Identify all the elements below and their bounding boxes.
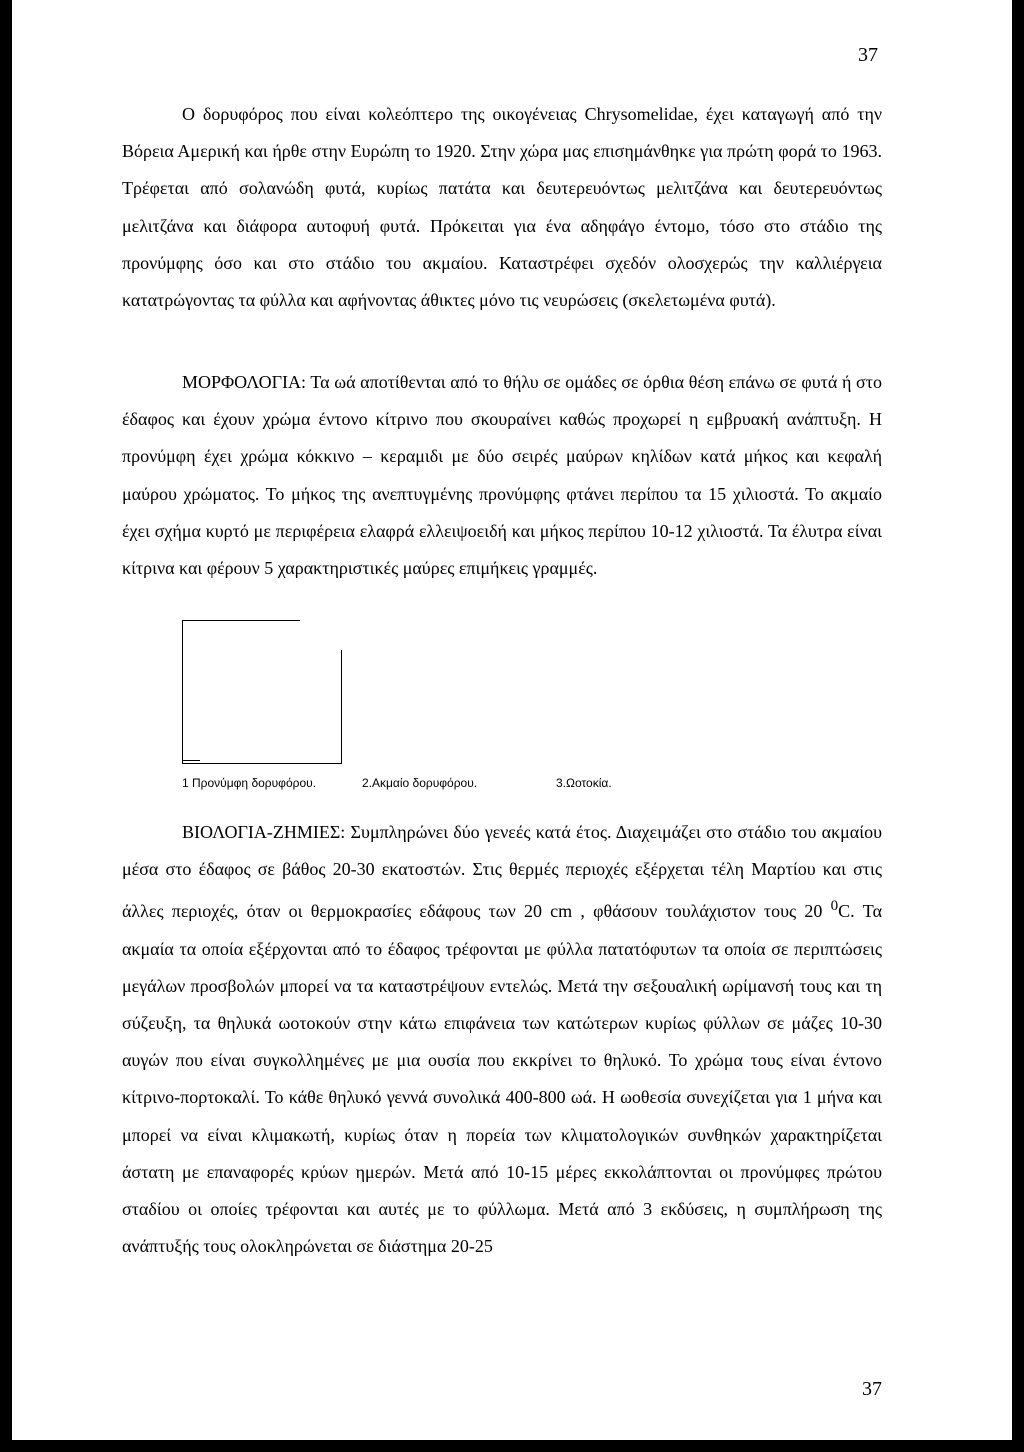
caption-adult: 2.Ακμαίο δορυφόρου. — [362, 776, 478, 790]
figure-frame — [182, 650, 342, 764]
degree-superscript: 0 — [830, 898, 839, 915]
figure-left-line — [182, 620, 183, 650]
biology-paragraph — [122, 814, 882, 1265]
biology-text-2: C. Τα ακμαία τα οποία εξέρχονται από το έδαφος τρέφονται με φύλλα πατατόφυτων τα οποία σε περιπτώσεις μεγάλων προσβολών μπορεί να τα καταστρέψουν εντελώς. Μετά την σεξουαλική ωρίμανσή τους και τη σύζευξη, τα θηλυκά ωοτοκούν στην κάτω επιφάνεια των κατώτερων κυρίως φύλλων σε μάζες 10-30 αυγών που είναι συγκολλημένες με μια ουσία που εκκρίνει το θηλυκό. Το χρώμα τους είναι έντονο κίτρινο-πορτοκαλί. Το κάθε θηλυκό γεννά συνολικά 400-800 ωά. Η ωοθεσία συνεχίζεται για 1 μήνα και μπορεί να είναι κλιμακωτή, κυρίως όταν η πορεία των κλιματολογικών συνθηκών χαρακτηρίζεται άστατη με επαναφορές κρύων ημερών. Μετά από 10-15 μέρες εκκολάπτονται οι προνύμφες πρώτου σταδίου οι οποίες τρέφονται και αυτές με το φύλλωμα. Μετά από 3 εκδύσεις, η συμπλήρωση της ανάπτυξής τους ολοκληρώνεται σε διάστημα 20-25 — [122, 901, 882, 1257]
caption-oviposition: 3.Ωοτοκία. — [556, 776, 612, 790]
page-number-top: 37 — [858, 44, 878, 66]
figure-captions — [182, 776, 612, 790]
caption-larva: 1 Προνύμφη δορυφόρου. — [182, 776, 317, 790]
figure-tick-line — [182, 760, 200, 761]
document-page — [12, 0, 1012, 1440]
figure-area — [122, 620, 882, 820]
morphology-section — [122, 364, 882, 587]
page-number-bottom: 37 — [862, 1378, 882, 1400]
morphology-paragraph: ΜΟΡΦΟΛΟΓΙΑ: Τα ωά αποτίθενται από το θήλυ σε ομάδες σε όρθια θέση επάνω σε φυτά ή στο έδαφος και έχουν χρώμα έντονο κίτρινο που σκουραίνει καθώς προχωρεί η εμβρυακή ανάπτυξη. Η προνύμφη έχει χρώμα κόκκινο – κεραμιδι με δύο σειρές μαύρων κηλίδων κατά μήκος και κεφαλή μαύρου χρώματος. Το μήκος της ανεπτυγμένης προνύμφης φτάνει περίπου τα 15 χιλιοστά. Το ακμαίο έχει σχήμα κυρτό με περιφέρεια ελαφρά ελλειψοειδή και μήκος περίπου 10-12 χιλιοστά. Τα έλυτρα είναι κίτρινα και φέρουν 5 χαρακτηριστικές μαύρες επιμήκεις γραμμές. — [122, 372, 882, 579]
intro-paragraph: Ο δορυφόρος που είναι κολεόπτερο της οικογένειας Chrysomelidae, έχει καταγωγή από την Βόρεια Αμερική και ήρθε στην Ευρώπη το 1920. Στην χώρα μας επισημάνθηκε για πρώτη φορά το 1963. Τρέφεται από σολανώδη φυτά, κυρίως πατάτα και δευτερευόντως μελιτζάνα και δευτερευόντως μελιτζάνα και διάφορα αυτοφυή φυτά. Πρόκειται για ένα αδηφάγο έντομο, τόσο στο στάδιο της προνύμφης όσο και στο στάδιο του ακμαίου. Καταστρέφει σχεδόν ολοσχερώς την καλλιέργεια κατατρώγοντας τα φύλλα και αφήνοντας άθικτες μόνο τις νευρώσεις (σκελετωμένα φυτά). — [122, 104, 882, 311]
intro-section — [122, 96, 882, 319]
biology-section — [122, 814, 882, 1265]
figure-top-line — [182, 620, 300, 621]
biology-text-1: ΒΙΟΛΟΓΙΑ-ΖΗΜΙΕΣ: Συμπληρώνει δύο γενεές κατά έτος. Διαχειμάζει στο στάδιο του ακμαίου μέσα στο έδαφος σε βάθος 20-30 εκατοστών. Στις θερμές περιοχές εξέρχεται τέλη Μαρτίου και στις άλλες περιοχές, όταν οι θερμοκρασίες εδάφους των 20 cm , φθάσουν τουλάχιστον τους 20 — [122, 822, 882, 922]
